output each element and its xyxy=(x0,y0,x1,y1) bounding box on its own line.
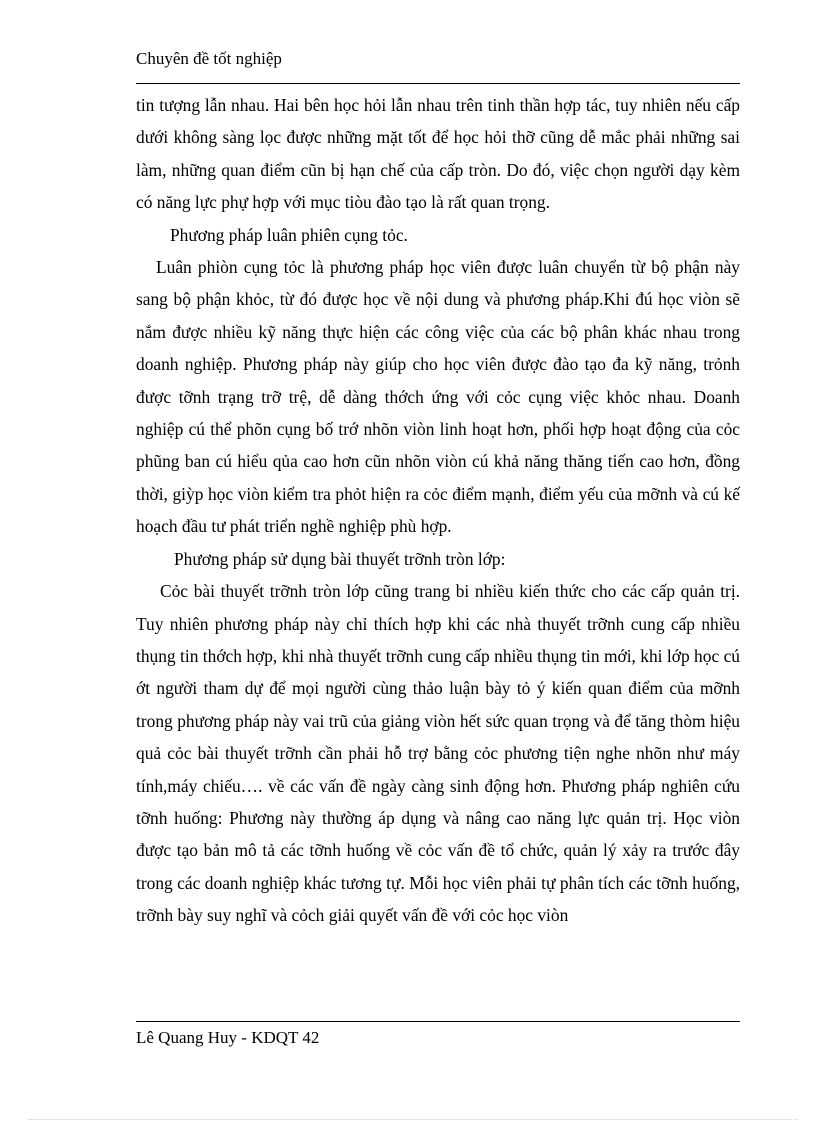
paragraph-rotation-method: Luân phiòn cụng tỏc là phương pháp học viên được luân chuyển từ bộ phận này sang bộ phận khỏc, từ đó được học về nội dung và phương pháp.Khi đú học viòn sẽ nắm được nhiều kỹ năng thực hiện các công việc của các bộ phân khác nhau trong doanh nghiệp. Phương pháp này giúp cho học viên được đào tạo đa kỹ năng, trỏnh được tỡnh trạng trỡ trệ, dễ dàng thớch ứng với cỏc cụng việc khỏc nhau. Doanh nghiệp cú thể phõn cụng bố trớ nhõn viòn linh hoạt hơn, phối hợp hoạt động của cỏc phũng ban cú hiểu qủa cao hơn cũn nhõn viòn cú khả năng thăng tiến cao hơn, đồng thời, giỳp học viòn kiểm tra phỏt hiện ra cỏc điểm mạnh, điểm yếu của mỡnh và cú kế hoạch đầu tư phát triển nghề nghiệp phù hợp. xyxy=(136,257,740,537)
paragraph-lecture-method: Cỏc bài thuyết trỡnh tròn lớp cũng trang bi nhiều kiến thức cho các cấp quản trị. Tuy nhiên phương pháp này chỉ thích hợp khi các nhà thuyết trỡnh cung cấp nhiều thụng tin thớch hợp, khi nhà thuyết trỡnh cung cấp nhiều thụng tin mới, khi lớp học cú ớt người tham dự để mọi người cùng thảo luận bày tỏ ý kiến quan điểm của mỡnh trong phương pháp này vai trũ của giảng viòn hết sức quan trọng và để tăng thòm hiệu quả cỏc bài thuyết trỡnh cần phải hỗ trợ bằng cỏc phương tiện nghe nhõn như máy tính,máy chiếu…. về các vấn đề ngày càng sinh động hơn. Phương pháp nghiên cứu tỡnh huống: Phương này thường áp dụng và nâng cao năng lực quản trị. Học viòn được tạo bản mô tả các tỡnh huống về cỏc vấn đề tổ chức, quản lý xảy ra trước đây trong các doanh nghiệp khác tương tự. Mỗi học viên phải tự phân tích các tỡnh huống, trỡnh bày suy nghĩ và cỏch giải quyết vấn đề với cỏc học viòn xyxy=(136,581,740,926)
page-footer: Lê Quang Huy - KDQT 42 xyxy=(136,1028,320,1047)
page-bottom-border xyxy=(28,1119,798,1120)
page-header: Chuyên đề tốt nghiệp xyxy=(136,49,282,68)
header-divider xyxy=(136,83,740,84)
paragraph-continuation: tin tượng lẫn nhau. Hai bên học hỏi lẫn nhau trên tinh thần hợp tác, tuy nhiên nếu cấp dưới không sàng lọc được những mặt tốt để học hỏi thỡ cũng dễ mắc phải những sai làm, những quan điểm cũn bị hạn chế của cấp tròn. Do đó, việc chọn người dạy kèm có năng lực phự hợp với mục tiòu đào tạo là rất quan trọng. xyxy=(136,95,740,213)
document-body xyxy=(136,89,740,932)
heading-lecture-method: Phương pháp sử dụng bài thuyết trỡnh tròn lớp: xyxy=(174,548,506,569)
footer-divider xyxy=(136,1021,740,1022)
heading-rotation-method: Phương pháp luân phiên cụng tỏc. xyxy=(170,224,408,245)
